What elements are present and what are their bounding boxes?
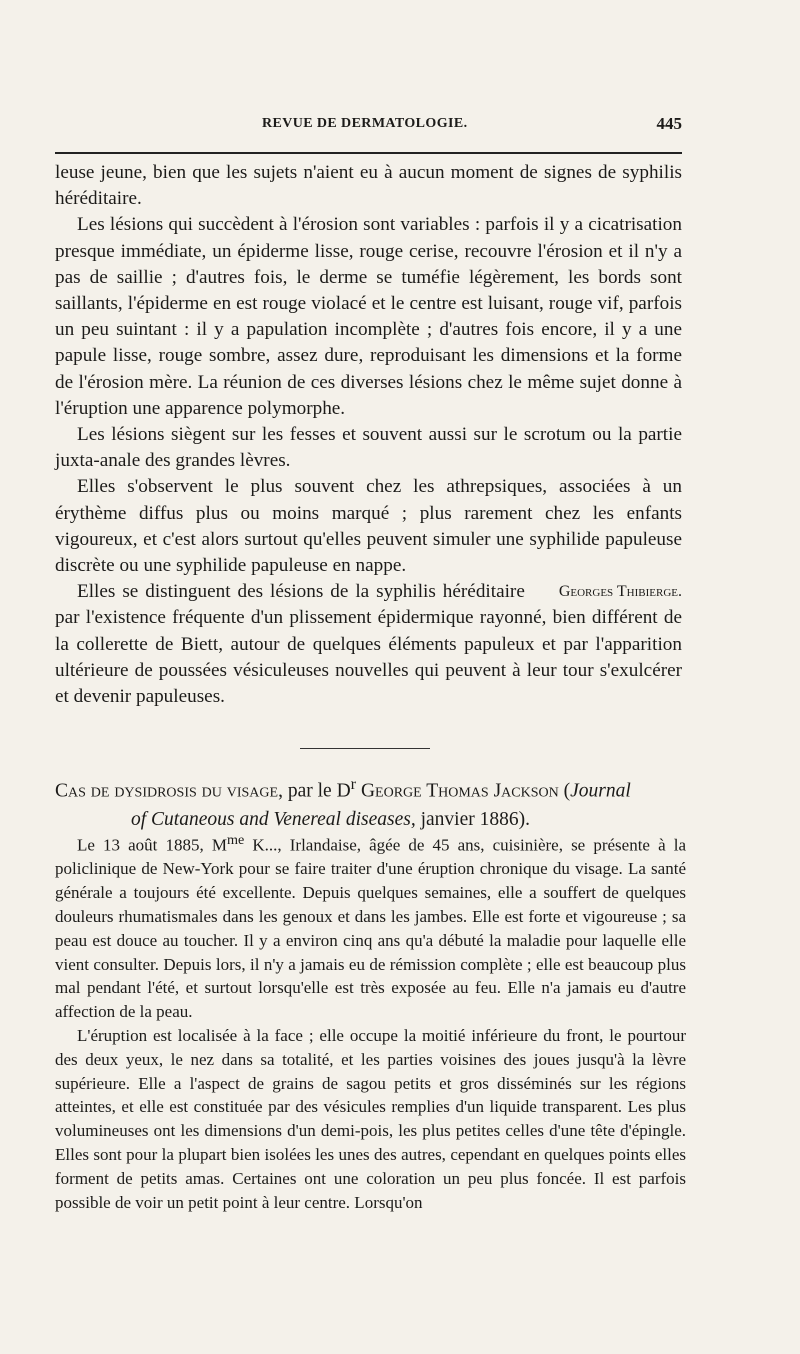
title-journal-1: Journal: [570, 780, 631, 802]
article-2-body: [55, 829, 686, 1214]
superscript: me: [226, 832, 245, 848]
section-separator: [300, 748, 430, 749]
author-signature: Georges Thibierge.: [558, 583, 682, 601]
title-journal-2: of Cutaneous and Venereal diseases,: [131, 808, 416, 830]
page-number: 445: [656, 114, 682, 133]
page-header: [55, 112, 682, 136]
header-rule: [55, 152, 682, 154]
paragraph-last: [55, 579, 682, 710]
title-paren: (: [558, 780, 571, 802]
paragraph: Elles s'observent le plus souvent chez les athrepsiques, associées à un érythème diffus plus ou moins marqué ; plus rarement chez les enfants vigoureux, et c'est alors surtout qu'elles peuvent simuler une syphilide papuleuse discrète ou une syphilide papuleuse en nappe.: [55, 476, 682, 577]
title-author: George Thomas Jackson: [356, 780, 559, 802]
paragraph-text-b: K..., Irlandaise, âgée de 45 ans, cuisinière, se présente à la policlinique de New-York pour se faire traiter d'une éruption chronique du visage. La santé générale a toujours été excellente. Depuis quelques semaines, elle a souffert de quelques douleurs rhumatismales dans les genoux et dans les jambes. Elle est forte et vigoureuse ; sa peau est douce au toucher. Il y a environ cinq ans qu'a débuté la maladie pour laquelle elle vient consulter. Depuis lors, il n'y a jamais eu de rémission complète ; elle est beaucoup plus mal pendant l'été, et surtout lorsqu'elle est très exposée au feu. Elle n'a jamais eu d'autre affection de la peau.: [55, 835, 686, 1022]
paragraph-text-a: Le 13 août 1885, M: [77, 835, 227, 855]
paragraph: L'éruption est localisée à la face ; elle occupe la moitié inférieure du front, le pourtour des deux yeux, le nez dans sa totalité, et les parties voisines des joues jusqu'à la lèvre supérieure. Elle a l'aspect de grains de sagou petits et gros disséminés sur les régions atteintes, et elle est constituée par des vésicules remplies d'un liquide transparent. Les plus volumineuses ont les dimensions d'un demi-pois, les plus petites celles d'une tête d'épingle. Elles sont pour la plupart bien isolées les unes des autres, cependant en quelques points elles forment de petits amas. Certaines ont une coloration un peu plus foncée. Il est parfois possible de voir un petit point à leur centre. Lorsqu'on: [55, 1026, 686, 1212]
article-1-body: [55, 160, 682, 710]
title-date: janvier 1886).: [415, 808, 530, 830]
title-sup: r: [350, 775, 357, 793]
paragraph: leuse jeune, bien que les sujets n'aient eu à aucun moment de signes de syphilis héréditaire.: [55, 162, 682, 210]
paragraph: Les lésions siègent sur les fesses et souvent aussi sur le scrotum ou la partie juxta-anale des grandes lèvres.: [55, 424, 682, 472]
running-head: REVUE DE DERMATOLOGIE.: [262, 116, 468, 131]
paragraph-text: Elles se distinguent des lésions de la syphilis héréditaire par l'existence fréquente d'un plissement épidermique rayonné, bien différent de la collerette de Biett, autour de quelques éléments papuleux et par l'apparition ultérieure de poussées vésiculeuses nouvelles qui peuvent à leur tour s'exulcérer et devenir papuleuses.: [55, 581, 682, 708]
paragraph: [55, 829, 686, 1024]
paragraph: Les lésions qui succèdent à l'érosion sont variables : parfois il y a cicatrisation presque immédiate, un épiderme lisse, rouge cerise, recouvre l'érosion et il n'y a pas de saillie ; d'autres fois, le derme se tuméfie légèrement, les bords sont saillants, l'épiderme en est rouge violacé et le centre est luisant, rouge vif, parfois un peu suintant : il y a papulation incomplète ; d'autres fois encore, il y a une papule lisse, rouge sombre, assez dure, reproduisant les dimensions et la forme de l'érosion mère. La réunion de ces diverses lésions chez le même sujet donne à l'éruption une apparence polymorphe.: [55, 214, 682, 419]
article-2-title: [55, 770, 682, 834]
title-par: par le D: [282, 780, 351, 802]
title-main: Cas de dysidrosis du visage,: [55, 780, 283, 802]
